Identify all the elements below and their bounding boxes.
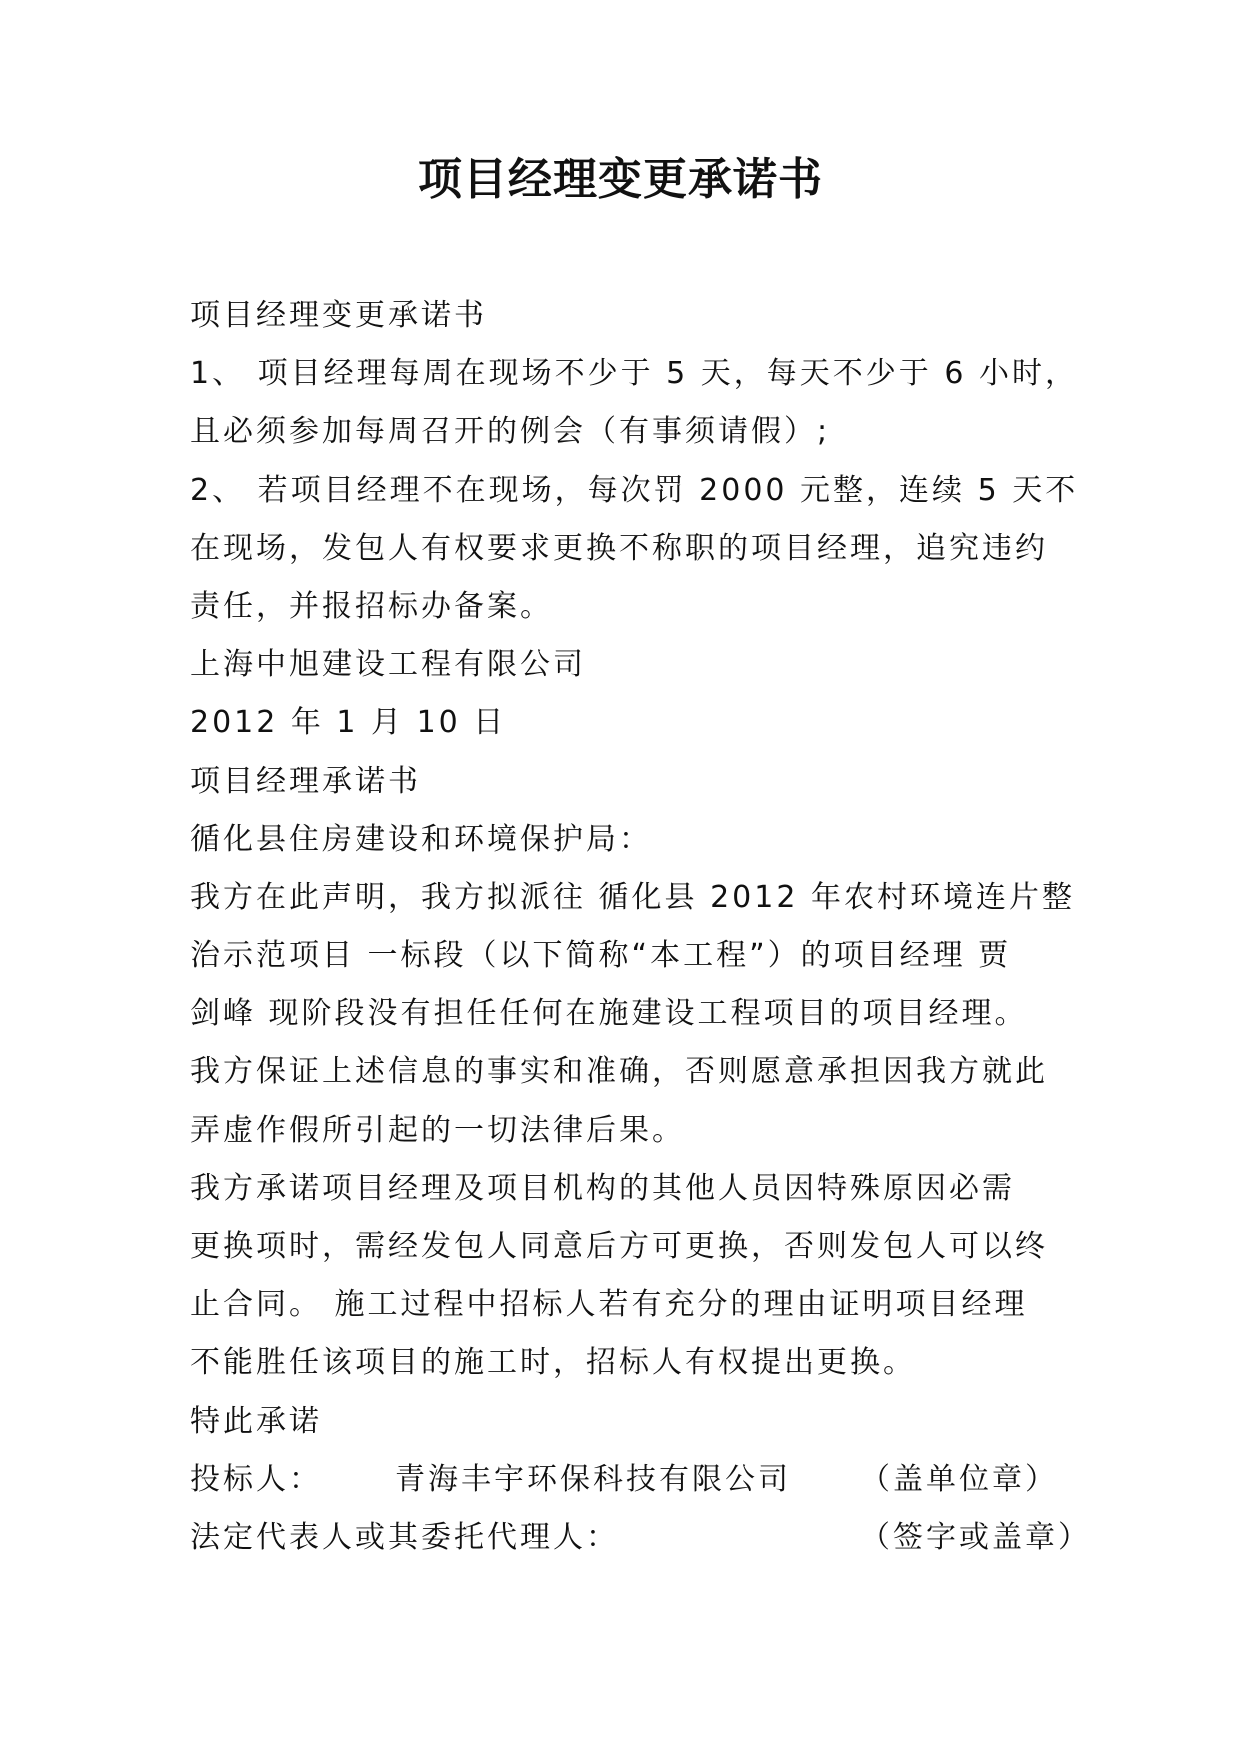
representative-sign-note: （签字或盖章） [860, 1519, 1091, 1555]
body-line: 止合同。 施工过程中招标人若有充分的理由证明项目经理 [190, 1287, 1028, 1323]
document-title: 项目经理变更承诺书 [418, 154, 823, 205]
body-line: 项目经理变更承诺书 [190, 298, 487, 333]
body-line: 1、 项目经理每周在现场不少于 5 天，每天不少于 6 小时， [190, 356, 1078, 392]
body-line: 2、 若项目经理不在现场，每次罚 2000 元整，连续 5 天不 [190, 472, 1079, 508]
body-line: 且必须参加每周召开的例会（有事须请假）; [190, 414, 831, 450]
representative-signature-row [190, 1509, 1091, 1567]
body-line: 在现场，发包人有权要求更换不称职的项目经理，追究违约 [190, 530, 1048, 566]
body-line: 责任，并报招标办备案。 [190, 588, 553, 624]
body-line: 更换项时，需经发包人同意后方可更换，否则发包人可以终 [190, 1229, 1048, 1264]
representative-label: 法定代表人或其委托代理人： [190, 1519, 619, 1555]
body-line: 治示范项目 一标段（以下简称“本工程”）的项目经理 贾 [190, 938, 1012, 974]
body-line: 我方承诺项目经理及项目机构的其他人员因特殊原因必需 [190, 1170, 1015, 1206]
bidder-signature-row [190, 1451, 1060, 1509]
body-line: 剑峰 现阶段没有担任任何在施建设工程项目的项目经理。 [190, 996, 1028, 1032]
body-line: 上海中旭建设工程有限公司 [190, 647, 586, 683]
body-line: 不能胜任该项目的施工时，招标人有权提出更换。 [190, 1345, 916, 1381]
body-line: 循化县住房建设和环境保护局： [190, 821, 652, 857]
bidder-label: 投标人： [190, 1461, 322, 1497]
body-line: 我方保证上述信息的事实和准确，否则愿意承担因我方就此 [190, 1054, 1048, 1090]
bidder-seal-note: （盖单位章） [860, 1461, 1058, 1497]
body-line: 2012 年 1 月 10 日 [190, 705, 507, 741]
body-line: 我方在此声明，我方拟派往 循化县 2012 年农村环境连片整 [190, 879, 1075, 915]
body-line: 弄虚作假所引起的一切法律后果。 [190, 1112, 685, 1148]
body-line: 项目经理承诺书 [190, 763, 421, 799]
body-line: 特此承诺 [190, 1403, 322, 1439]
document-body [190, 287, 1091, 1567]
bidder-company: 青海丰宇环保科技有限公司 [395, 1461, 791, 1497]
